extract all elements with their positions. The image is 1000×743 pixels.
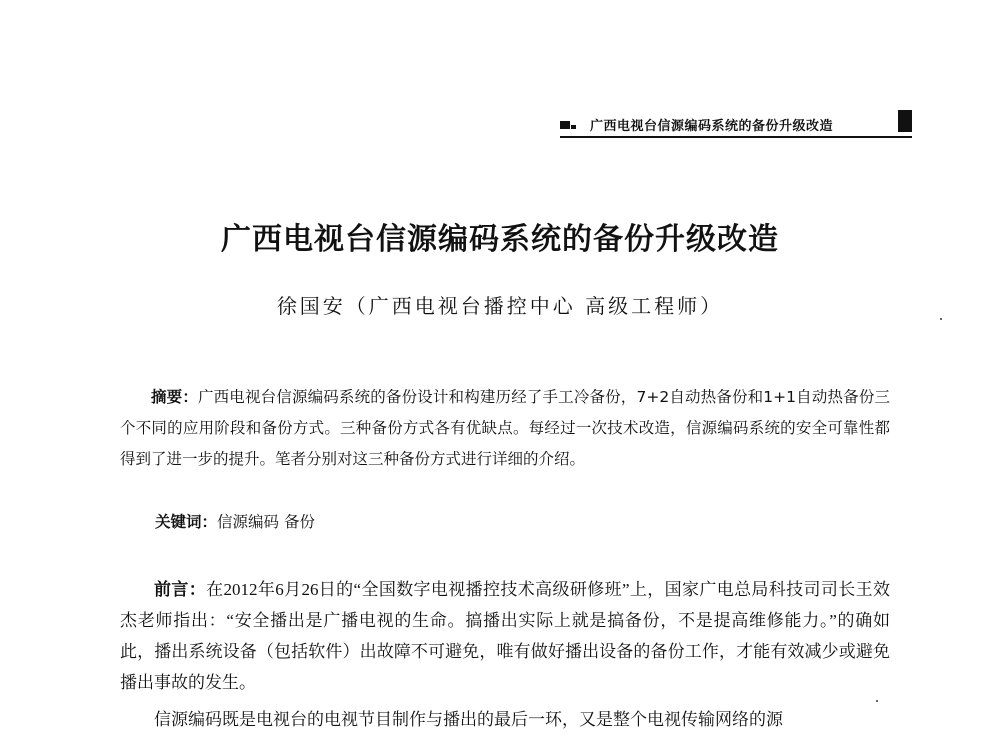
abstract	[120, 382, 890, 475]
running-header	[560, 108, 912, 138]
preface-text: 在2012年6月26日的“全国数字电视播控技术高级研修班”上，国家广电总局科技司司长王效杰老师指出：“安全播出是广播电视的生命。搞播出实际上就是搞备份，不是提高维修能力。”的确如此，播出系统设备（包括软件）出故障不可避免，唯有做好播出设备的备份工作，才能有效减少或避免播出事故的发生。	[120, 580, 891, 692]
preface-label: 前言：	[154, 580, 207, 599]
scan-speck	[940, 318, 942, 320]
running-header-text: 广西电视台信源编码系统的备份升级改造	[590, 119, 834, 134]
keywords	[155, 510, 855, 532]
abstract-text: 广西电视台信源编码系统的备份设计和构建历经了手工冷备份，7+2自动热备份和1+1自动热备份三个不同的应用阶段和备份方式。三种备份方式各有优缺点。每经过一次技术改造，信源编码系统的安全可靠性都得到了进一步的提升。笔者分别对这三种备份方式进行详细的介绍。	[120, 388, 890, 468]
scan-speck	[876, 700, 878, 702]
article-title: 广西电视台信源编码系统的备份升级改造	[221, 222, 779, 257]
author-line: 徐国安（广西电视台播控中心 高级工程师）	[276, 294, 724, 318]
keywords-text: 信源编码 备份	[217, 513, 315, 531]
header-decoration-mark	[560, 121, 570, 129]
keywords-label: 关键词：	[155, 513, 218, 531]
header-black-block	[898, 110, 912, 132]
preface-paragraph	[120, 574, 890, 698]
abstract-label: 摘要：	[151, 388, 198, 406]
body-paragraph: 信源编码既是电视台的电视节目制作与播出的最后一环，又是整个电视传输网络的源	[154, 710, 783, 729]
